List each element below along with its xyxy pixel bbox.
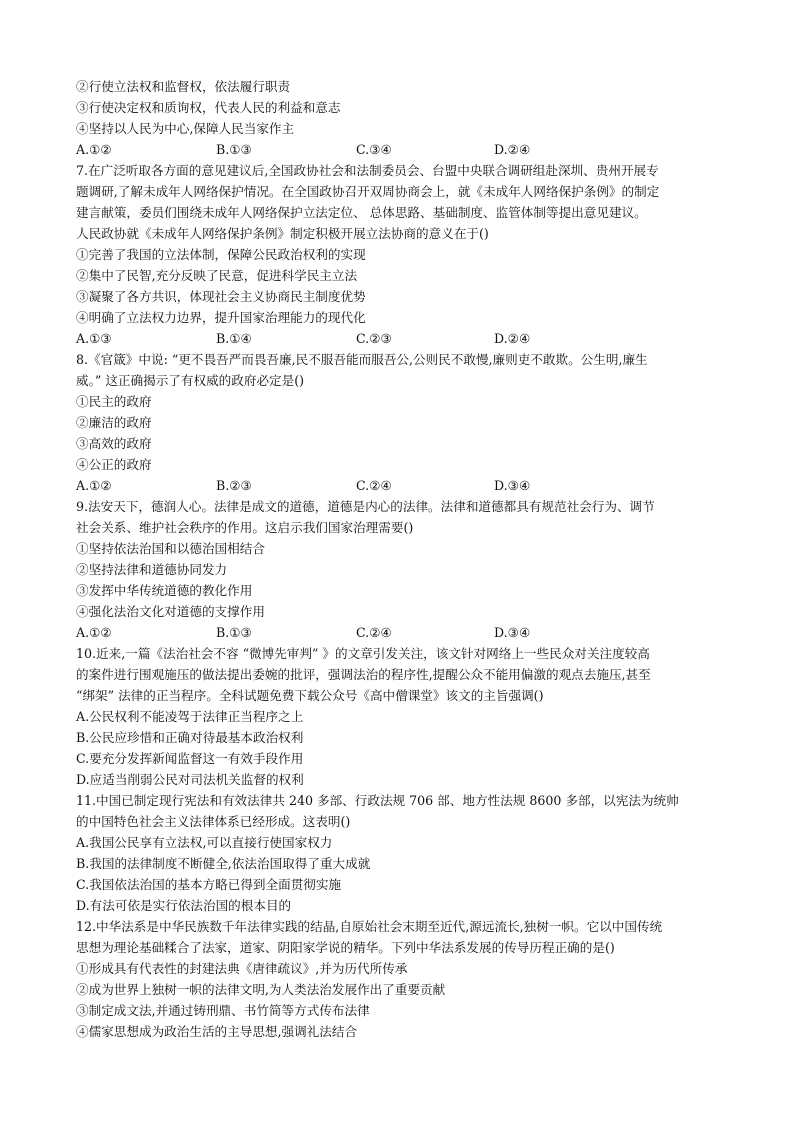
q11-choice-c: C.我国依法治国的基本方略已得到全面贯彻实施 [76, 877, 342, 892]
q6-statement-4: ④坚持以人民为中心,保障人民当家作主 [76, 121, 295, 136]
q11-choice-a: A.我国公民享有立法权,可以直接行使国家权力 [76, 835, 333, 850]
q7-option-d: D.②④ [494, 331, 531, 346]
q7-stem-line-2: 题调研,了解未成年人网络保护情况。在全国政协召开双周协商会上，就《未成年人网络保护条例》的制定 [76, 184, 660, 199]
q7-stem-line-1: 7.在广泛听取各方面的意见建议后,全国政协社会和法制委员会、台盟中央联合调研组赴深圳、贵州开展专 [76, 163, 659, 178]
q8-statement-2: ②廉洁的政府 [76, 415, 152, 430]
q6-option-a: A.①② [76, 142, 112, 157]
q10-choice-c: C.要充分发挥新闻监督这一有效手段作用 [76, 751, 304, 766]
q11-stem-line-2: 的中国特色社会主义法律体系已经形成。这表明() [76, 814, 351, 829]
q8-statement-3: ③高效的政府 [76, 436, 152, 451]
q6-statement-3: ③行使决定权和质询权，代表人民的利益和意志 [76, 100, 341, 115]
q7-option-c: C.②③ [356, 331, 392, 346]
q9-statement-4: ④强化法治文化对道德的支撑作用 [76, 604, 265, 619]
q8-option-b: B.②③ [216, 478, 252, 493]
q11-choice-b: B.我国的法律制度不断健全,依法治国取得了重大成就 [76, 856, 371, 871]
q7-statement-4: ④明确了立法权力边界，提升国家治理能力的现代化 [76, 310, 366, 325]
q10-stem-line-1: 10.近来,一篇《法治社会不容 “微博先审判” 》的文章引发关注，该文针对网络上一些民众对关注度较高 [76, 646, 650, 661]
q8-option-d: D.③④ [494, 478, 531, 493]
q8-stem-line-2: 威。” 这正确揭示了有权威的政府必定是() [76, 373, 305, 388]
q12-statement-1: ①形成具有代表性的封建法典《唐律疏议》,并为历代所传承 [76, 961, 408, 976]
q12-statement-2: ②成为世界上独树一帜的法律文明,为人类法治发展作出了重要贡献 [76, 982, 446, 997]
q10-stem-line-2: 的案件进行围观施压的做法提出委婉的批评，强调法治的程序性,提醒公众不能用偏激的观点去施压,甚至 [76, 667, 651, 682]
q8-stem-line-1: 8.《官箴》中说: “更不畏吾严而畏吾廉,民不服吾能而服吾公,公则民不敢慢,廉则吏不敢欺。公生明,廉生 [76, 352, 648, 367]
q8-options [76, 475, 726, 496]
q9-statement-2: ②坚持法律和道德协同发力 [76, 562, 228, 577]
q9-option-b: B.①③ [216, 625, 252, 640]
q9-options [76, 622, 726, 643]
q7-option-b: B.①④ [216, 331, 252, 346]
q7-statement-2: ②集中了民智,充分反映了民意，促进科学民主立法 [76, 268, 358, 283]
q8-statement-4: ④公正的政府 [76, 457, 152, 472]
q7-option-a: A.①③ [76, 331, 112, 346]
q9-option-a: A.①② [76, 625, 112, 640]
q10-choice-a: A.公民权利不能凌驾于法律正当程序之上 [76, 709, 304, 724]
q10-choice-d: D.应适当削弱公民对司法机关监督的权利 [76, 772, 304, 787]
q6-option-c: C.③④ [356, 142, 392, 157]
q8-statement-1: ①民主的政府 [76, 394, 152, 409]
q9-option-c: C.②④ [356, 625, 392, 640]
q9-stem-line-2: 社会关系、维护社会秩序的作用。这启示我们国家治理需要() [76, 520, 414, 535]
q8-option-a: A.①② [76, 478, 112, 493]
q9-stem-line-1: 9.法安天下，德润人心。法律是成文的道德，道德是内心的法律。法律和道德都具有规范社会行为、调节 [76, 499, 655, 514]
q10-choice-b: B.公民应珍惜和正确对待最基本政治权利 [76, 730, 304, 745]
q12-stem-line-2: 思想为理论基础糅合了法家，道家、阴阳家学说的精华。下列中华法系发展的传导历程正确的是() [76, 940, 615, 955]
q7-statement-3: ③凝聚了各方共识，体现社会主义协商民主制度优势 [76, 289, 366, 304]
q7-options [76, 328, 726, 349]
q10-stem-line-3: “绑架” 法律的正当程序。全科试题免费下载公众号《高中僧课堂》该文的主旨强调() [76, 688, 544, 703]
q12-stem-line-1: 12.中华法系是中华民族数千年法律实践的结晶,自原始社会末期至近代,源远流长,独树一帜。它以中国传统 [76, 919, 663, 934]
q6-options [76, 139, 726, 160]
q6-statement-2: ②行使立法权和监督权，依法履行职责 [76, 79, 291, 94]
q7-stem-line-4: 人民政协就《未成年人网络保护条例》制定积极开展立法协商的意义在于() [76, 226, 489, 241]
q9-option-d: D.③④ [494, 625, 531, 640]
q7-statement-1: ①完善了我国的立法体制，保障公民政治权利的实现 [76, 247, 366, 262]
q11-stem-line-1: 11.中国已制定现行宪法和有效法律共 240 多部、行政法规 706 部、地方性法规 8600 多部，以宪法为统帅 [76, 793, 679, 808]
q8-option-c: C.②④ [356, 478, 392, 493]
q7-stem-line-3: 建言献策，委员们围绕未成年人网络保护立法定位、 总体思路、基础制度、监管体制等提出意见建议。 [76, 205, 647, 220]
q9-statement-3: ③发挥中华传统道德的教化作用 [76, 583, 253, 598]
q9-statement-1: ①坚持依法治国和以德治国相结合 [76, 541, 265, 556]
q6-option-b: B.①③ [216, 142, 252, 157]
q11-choice-d: D.有法可依是实行依法治国的根本目的 [76, 898, 292, 913]
q12-statement-4: ④儒家思想成为政治生活的主导思想,强调礼法结合 [76, 1024, 358, 1039]
q6-option-d: D.②④ [494, 142, 531, 157]
q12-statement-3: ③制定成文法,并通过铸刑鼎、书竹简等方式传布法律 [76, 1003, 370, 1018]
